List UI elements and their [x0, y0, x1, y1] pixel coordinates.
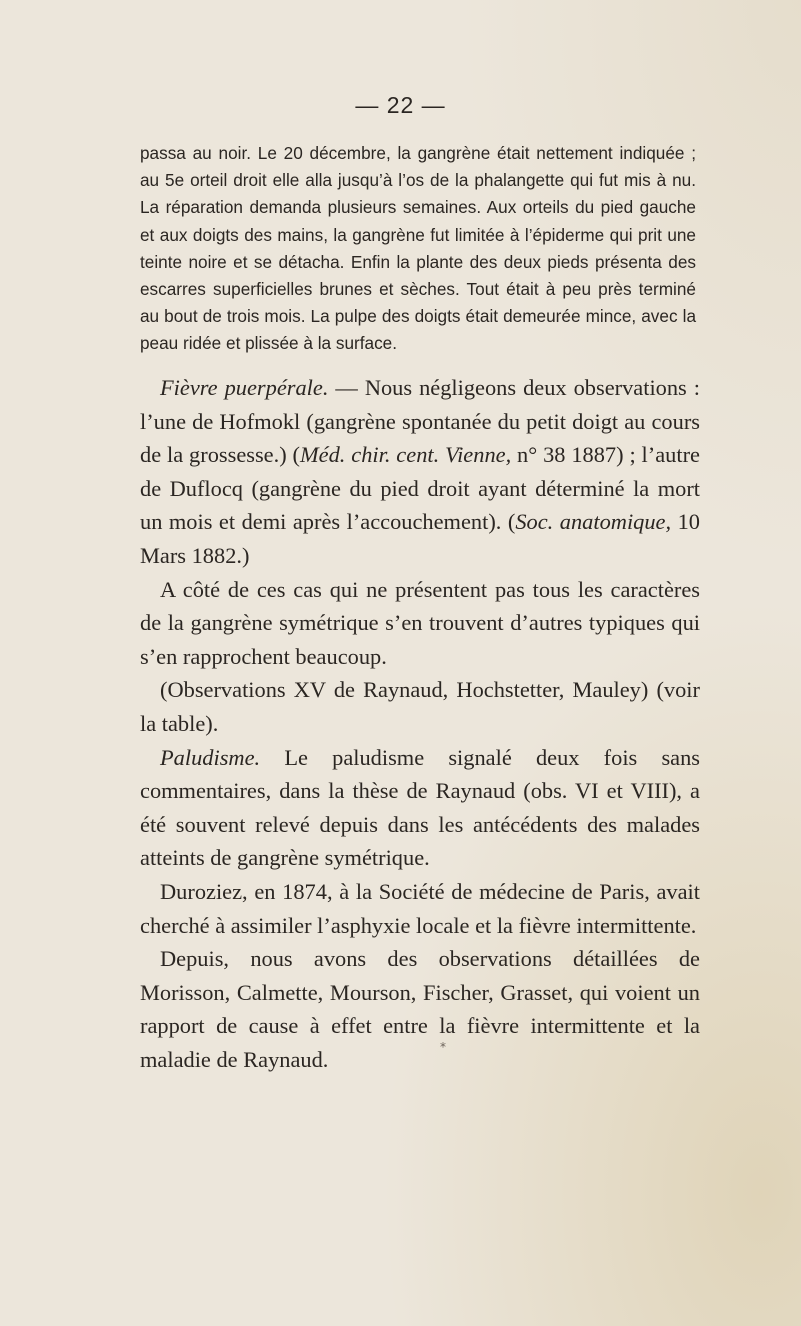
paragraph-observations: (Observations XV de Raynaud, Hochstetter, Mauley) (voir la table).: [140, 677, 700, 736]
paragraph-puerperal-fever: [140, 371, 700, 573]
paragraph-text: 10 Mars 1882.): [140, 509, 700, 568]
stray-print-mark: *: [440, 1040, 446, 1054]
citation: Soc. anatomique,: [515, 509, 672, 535]
page-number: — 22 —: [355, 92, 446, 118]
main-text-block: [140, 371, 700, 1076]
paragraph-case-continuation: [140, 140, 696, 358]
paragraph-duroziez: Duroziez, en 1874, à la Société de médecine de Paris, avait cherché à assimiler l’asphyxie locale et la fièvre intermittente.: [140, 878, 700, 938]
paragraph-paludisme: [140, 741, 700, 875]
paragraph-text: — Nous négligeons deux observations : l’une de Hofmokl (gangrène spontanée du petit doigt au cours de la grossesse.) (: [140, 375, 700, 468]
section-heading-paludisme: Paludisme.: [160, 744, 261, 770]
section-heading-puerperal-fever: Fièvre puerpérale.: [160, 375, 329, 400]
paragraph-typical-cases: A côté de ces cas qui ne présentent pas tous les caractères de la gangrène symétrique s’en trouvent d’autres typiques qui s’en rapprochent beaucoup.: [140, 576, 700, 669]
paragraph-depuis: Depuis, nous avons des observations détaillées de Morisson, Calmette, Mourson, Fischer, Grasset, qui voient un rapport de cause à effet entre la fièvre intermittente et la maladie de Raynaud.: [140, 946, 700, 1072]
paragraph-text: n° 38 1887) ; l’autre de Duflocq (gangrène du pied droit ayant déterminé la mort un mois et demi après l’accouchement). (: [140, 442, 700, 535]
citation: Méd. chir. cent. Vienne,: [300, 442, 512, 468]
paragraph-text: passa au noir. Le 20 décembre, la gangrène était nettement indiquée ; au 5e orteil droit elle alla jusqu’à l’os de la phalangette qui fut mis à nu. La réparation demanda plusieurs semaines. Aux orteils du pied gauche et aux doigts des mains, la gangrène fut limitée à l’épiderme qui prit une teinte noire et se détacha. Enfin la plante des deux pieds présenta des escarres superficielles brunes et sèches. Tout était à peu près terminé au bout de trois mois. La pulpe des doigts était demeurée mince, avec la peau ridée et plissée à la surface.: [140, 143, 696, 354]
paragraph-text: Le paludisme signalé deux fois sans commentaires, dans la thèse de Raynaud (obs. VI et VIII), a été souvent relevé depuis dans les antécédents des malades atteints de gangrène symétrique.: [140, 744, 700, 871]
